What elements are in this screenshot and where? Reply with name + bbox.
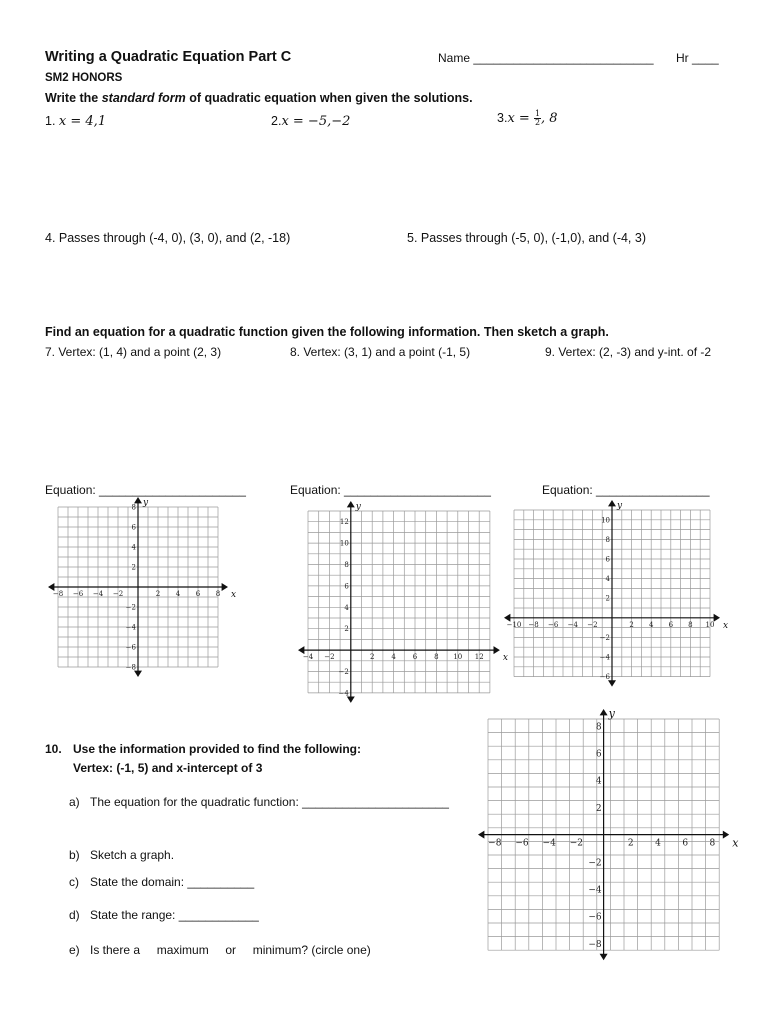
y-tick-label: −2 <box>338 668 349 676</box>
problem-2-number: 2. <box>271 114 282 128</box>
x-tick-label: 10 <box>453 653 463 662</box>
x-tick-label: 6 <box>195 590 201 598</box>
x-tick-label: 2 <box>369 653 375 662</box>
problem-1-math: x = 4,1 <box>58 114 107 129</box>
x-axis-arrow-right-icon <box>222 583 228 591</box>
y-tick-label: 12 <box>339 518 349 527</box>
x-tick-label: 2 <box>629 620 634 629</box>
instruction-vertex: Find an equation for a quadratic function given the following information. Then sketch a graph. <box>45 325 609 339</box>
y-tick-label: −2 <box>599 633 610 642</box>
x-tick-label: −4 <box>92 590 104 598</box>
y-tick-label: 2 <box>344 625 349 634</box>
part-e-text[interactable]: Is there a maximum or minimum? (circle one) <box>90 943 371 957</box>
part-c-text[interactable]: State the domain: __________ <box>90 875 255 889</box>
problem-3-math-pre: x = <box>507 110 534 126</box>
part-e-label: e) <box>69 943 80 957</box>
y-tick-label: 2 <box>595 803 602 814</box>
y-axis-arrow-down-icon <box>134 671 142 677</box>
equation-blank-8[interactable]: Equation: ______________________ <box>290 483 491 497</box>
x-tick-label: −8 <box>488 838 502 849</box>
x-tick-label: −4 <box>542 838 556 849</box>
fraction-denominator: 2 <box>534 118 541 127</box>
y-tick-label: −4 <box>588 885 602 896</box>
instruction-post: of quadratic equation when given the solutions. <box>185 91 473 105</box>
y-tick-label: 6 <box>344 582 349 591</box>
x-tick-label: 4 <box>175 590 181 598</box>
y-axis-label: y <box>608 707 615 720</box>
x-tick-label: −4 <box>302 653 314 662</box>
y-tick-label: −6 <box>125 643 136 652</box>
y-axis-label: y <box>143 498 149 508</box>
fraction-numerator: 1 <box>534 109 541 118</box>
coordinate-grid-10[interactable] <box>474 703 756 965</box>
problem-1 <box>45 114 106 129</box>
x-axis-label: x <box>732 836 739 850</box>
x-tick-label: −2 <box>569 838 584 849</box>
y-tick-label: 4 <box>605 575 610 584</box>
y-tick-label: −6 <box>599 673 610 682</box>
x-tick-label: 2 <box>155 590 161 598</box>
equation-blank-9[interactable]: Equation: _________________ <box>542 483 710 497</box>
instruction-italic: standard form <box>101 91 186 105</box>
x-axis-label: x <box>502 653 508 664</box>
x-tick-label: −4 <box>567 620 578 629</box>
y-tick-label: 6 <box>605 555 610 564</box>
y-tick-label: −6 <box>588 912 602 923</box>
part-d-label: d) <box>69 908 80 922</box>
problem-3 <box>497 110 558 127</box>
y-axis-arrow-down-icon <box>347 697 355 703</box>
x-tick-label: −2 <box>112 590 124 598</box>
y-tick-label: 6 <box>131 523 136 532</box>
y-tick-label: 2 <box>131 563 136 572</box>
course-label: SM2 HONORS <box>45 72 123 84</box>
worksheet-title: Writing a Quadratic Equation Part C <box>45 49 292 65</box>
y-tick-label: −4 <box>338 689 349 698</box>
problem-1-number: 1. <box>45 114 56 128</box>
x-tick-label: −6 <box>515 838 529 849</box>
equation-blank-7[interactable]: Equation: ______________________ <box>45 483 246 497</box>
y-tick-label: −2 <box>125 603 136 612</box>
x-tick-label: 10 <box>705 620 715 629</box>
y-tick-label: 4 <box>131 543 136 552</box>
name-field[interactable]: Name ___________________________ <box>438 51 654 65</box>
part-b-label: b) <box>69 848 80 862</box>
x-tick-label: 6 <box>412 653 418 662</box>
hour-field[interactable]: Hr ____ <box>676 51 719 65</box>
y-tick-label: 4 <box>595 776 602 787</box>
y-tick-label: 10 <box>339 539 349 548</box>
y-tick-label: 10 <box>601 516 610 525</box>
x-axis-label: x <box>231 590 237 600</box>
y-tick-label: 8 <box>605 535 610 544</box>
instruction-pre: Write the <box>45 91 102 105</box>
y-axis-arrow-up-icon <box>600 709 608 715</box>
x-tick-label: 4 <box>648 620 654 629</box>
x-axis-arrow-right-icon <box>723 831 729 839</box>
problem-3-math-post: , 8 <box>541 110 558 126</box>
y-tick-label: −4 <box>599 653 610 662</box>
y-axis-arrow-down-icon <box>600 954 608 960</box>
x-tick-label: 8 <box>709 838 716 849</box>
x-tick-label: −6 <box>548 620 559 629</box>
y-tick-label: −8 <box>588 939 602 950</box>
x-tick-label: 2 <box>627 838 634 849</box>
x-tick-label: 8 <box>434 653 439 662</box>
part-c-label: c) <box>69 875 79 889</box>
y-tick-label: 8 <box>344 561 349 569</box>
coordinate-grid-8[interactable] <box>293 500 508 698</box>
problem-3-number: 3. <box>497 110 508 125</box>
y-tick-label: 6 <box>595 749 602 760</box>
y-axis-label: y <box>617 501 623 511</box>
x-tick-label: −8 <box>528 620 539 629</box>
problem-4: 4. Passes through (-4, 0), (3, 0), and (2, -18) <box>45 231 291 245</box>
y-axis-arrow-up-icon <box>608 500 616 506</box>
x-tick-label: 8 <box>215 590 221 598</box>
problem-10-line2: Vertex: (-1, 5) and x-intercept of 3 <box>73 761 263 775</box>
problem-9: 9. Vertex: (2, -3) and y-int. of -2 <box>545 345 712 359</box>
coordinate-grid-7[interactable] <box>44 500 240 694</box>
problem-2 <box>271 114 350 129</box>
y-tick-label: −4 <box>125 623 136 632</box>
y-tick-label: −8 <box>125 663 136 672</box>
problem-5: 5. Passes through (-5, 0), (-1,0), and (-4, 3) <box>407 231 646 245</box>
y-axis-label: y <box>355 502 361 512</box>
x-tick-label: 6 <box>668 620 674 629</box>
y-axis-arrow-up-icon <box>134 497 142 503</box>
instruction-solutions <box>45 91 473 105</box>
y-axis-arrow-up-icon <box>347 501 355 507</box>
y-tick-label: −2 <box>588 858 602 869</box>
problem-7: 7. Vertex: (1, 4) and a point (2, 3) <box>45 345 222 359</box>
y-tick-label: 4 <box>344 603 349 612</box>
x-tick-label: −2 <box>587 620 598 629</box>
x-tick-label: 8 <box>688 620 693 629</box>
y-axis-arrow-down-icon <box>608 680 616 686</box>
problem-8: 8. Vertex: (3, 1) and a point (-1, 5) <box>290 345 471 359</box>
y-tick-label: 8 <box>595 722 602 733</box>
problem-3-fraction <box>534 110 541 127</box>
problem-10-number: 10. <box>45 742 62 756</box>
y-tick-label: 8 <box>131 503 136 512</box>
x-tick-label: 12 <box>474 653 484 662</box>
x-axis-arrow-left-icon <box>478 831 484 839</box>
x-axis-arrow-right-icon <box>714 614 720 622</box>
x-tick-label: −2 <box>324 653 335 662</box>
problem-2-math: x = −5,−2 <box>281 114 351 129</box>
x-tick-label: 6 <box>682 838 689 849</box>
x-axis-label: x <box>723 620 729 631</box>
grid-lines <box>308 511 490 693</box>
x-tick-label: 4 <box>391 653 396 662</box>
x-tick-label: −10 <box>506 620 522 629</box>
part-a-label: a) <box>69 795 80 809</box>
x-axis-arrow-right-icon <box>494 646 500 654</box>
y-tick-label: 2 <box>605 594 610 603</box>
part-b-text: Sketch a graph. <box>90 848 175 862</box>
x-tick-label: −6 <box>72 590 84 598</box>
problem-10-line1: Use the information provided to find the following: <box>73 742 361 756</box>
coordinate-grid-9[interactable] <box>503 498 729 692</box>
part-d-text[interactable]: State the range: ____________ <box>90 908 259 922</box>
x-tick-label: −8 <box>52 590 64 598</box>
part-a-text[interactable]: The equation for the quadratic function: ______________________ <box>90 795 449 809</box>
x-tick-label: 4 <box>655 838 661 849</box>
